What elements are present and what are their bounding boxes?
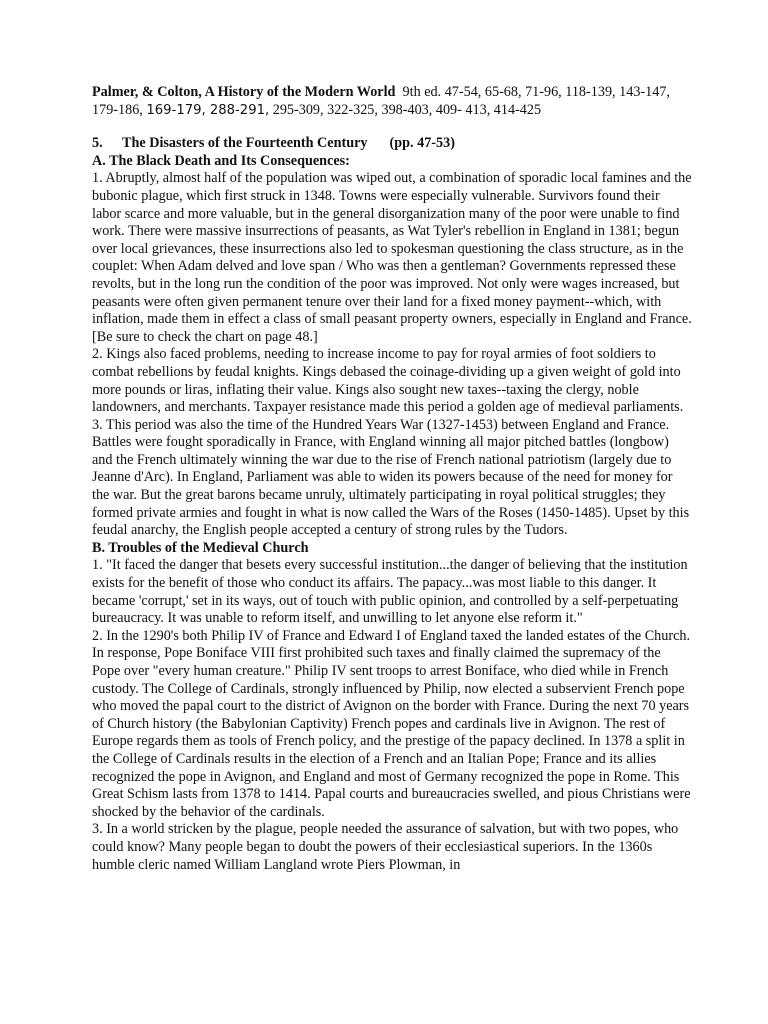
paragraph: 2. Kings also faced problems, needing to increase income to pay for royal armies of foot soldiers to combat rebellions by feudal knights. Kings debased the coinage-dividing up a given weight of gold into more pounds or liras, inflating their value. Kings also sought new taxes--taxing the clergy, noble landowners, and merchants. Taxpayer resistance made this period a golden age of medieval parliaments. [92, 346, 684, 416]
paragraph: 1. "It faced the danger that besets every successful institution...the danger of believing that the institution exists for the benefit of those who conduct its affairs. The papacy...was most liable to this danger. It became 'corrupt,' set in its ways, out of touch with public opinion, and controlled by a self-perpetuating bureaucracy. It was unable to reform itself, and unwilling to let anyone else reform it." [92, 557, 688, 627]
chapter-title: The Disasters of the Fourteenth Century [122, 135, 368, 152]
chapter-heading [92, 135, 692, 153]
section-heading: B. Troubles of the Medieval Church [92, 539, 309, 556]
chapter-number: 5. [92, 135, 103, 152]
paragraph: 2. In the 1290's both Philip IV of France and Edward I of England taxed the landed estates of the Church. In response, Pope Boniface VIII first prohibited such taxes and finally claimed the supremacy of the Pope over "every human creature." Philip IV sent troops to arrest Boniface, who died while in French custody. The College of Cardinals, strongly influenced by Philip, now elected a subservient French pope who moved the papal court to the district of Avignon on the border with France. During the next 70 years of Church history (the Babylonian Captivity) French popes and cardinals live in Avignon. The rest of Europe regards them as tools of French policy, and the prestige of the papacy declined. In 1378 a split in the College of Cardinals results in the election of a French and an Italian Pope; France and its allies recognized the pope in Avignon, and England and most of Germany recognized the pope in Rome. This Great Schism lasts from 1378 to 1414. Papal courts and bureaucracies swelled, and pious Christians were shocked by the behavior of the cardinals. [92, 627, 691, 820]
chapter-pages: (pp. 47-53) [389, 135, 455, 152]
citation-pages-a: 9th ed. 47-54, 65-68, 71-96, 118-139, 143-147, 179-186, [92, 84, 670, 118]
paragraph: 1. Abruptly, almost half of the population was wiped out, a combination of sporadic local famines and the bubonic plague, which first struck in 1348. Towns were especially vulnerable. Survivors found their labor scarce and more valuable, but in the general disorganization many of the poor were unable to find work. There were massive insurrections of peasants, as Wat Tyler's rebellion in England in 1381; begun over local grievances, these insurrections also led to spokesman questioning the class structure, as in the couplet: When Adam delved and love span / Who was then a gentleman? Governments repressed these revolts, but in the long run the condition of the poor was improved. Not only were wages increased, but peasants were often given permanent tenure over their land for a fixed money payment--which, with inflation, made them in effect a class of small peasant property owners, especially in England and France. [Be sure to check the chart on page 48.] [92, 170, 692, 345]
document-page [92, 84, 692, 874]
citation-pages-b: 169-179, 288-291, [146, 102, 270, 118]
citation-pages-c: 295-309, 322-325, 398-403, 409- 413, 414-425 [272, 101, 542, 118]
citation-title: Palmer, & Colton, A History of the Modern World [92, 84, 396, 100]
paragraph: 3. In a world stricken by the plague, people needed the assurance of salvation, but with two popes, who could know? Many people began to doubt the powers of their ecclesiastical superiors. In the 1360s humble cleric named William Langland wrote Piers Plowman, in [92, 821, 679, 873]
citation [92, 84, 692, 119]
section-heading: A. The Black Death and Its Consequences: [92, 152, 350, 169]
paragraph: 3. This period was also the time of the Hundred Years War (1327-1453) between England and France. Battles were fought sporadically in France, with England winning all major pitched battles (longbow) and the French ultimately winning the war due to the rise of French national patriotism (largely due to Jeanne d'Arc). In England, Parliament was able to widen its powers because of the need for money for the war. But the great barons became unruly, ultimately participating in royal political struggles; they formed private armies and fought in what is now called the Wars of the Roses (1450-1485). Upset by this feudal anarchy, the English people accepted a century of strong rules by the Tudors. [92, 416, 690, 539]
